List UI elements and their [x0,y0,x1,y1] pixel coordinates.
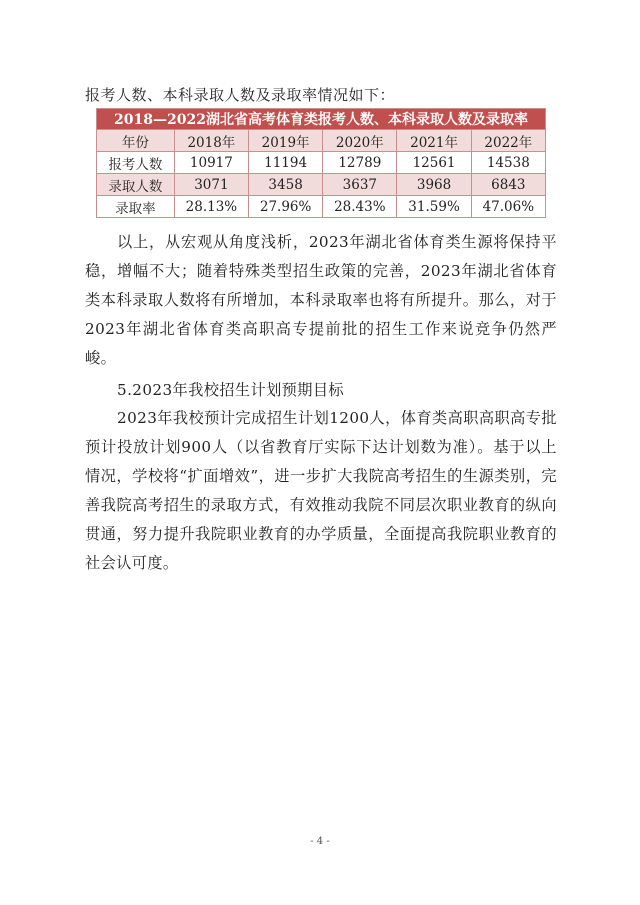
header-cell: 2018年 [174,130,248,152]
table-cell: 3458 [249,174,323,196]
table-row [97,152,546,174]
table-cell: 27.96% [249,196,323,218]
table-cell: 3968 [397,174,471,196]
section-heading: 5.2023年我校招生计划预期目标 [117,381,345,399]
table-cell: 11194 [249,152,323,174]
table-row [97,174,546,196]
table-title: 2018—2022湖北省高考体育类报考人数、本科录取人数及录取率 [97,109,546,130]
table-cell: 28.43% [323,196,397,218]
table-title-row [97,109,546,130]
header-cell: 2020年 [323,130,397,152]
row-label: 录取率 [97,196,175,218]
table-cell: 12561 [397,152,471,174]
table-cell: 31.59% [397,196,471,218]
table-cell: 10917 [174,152,248,174]
table-cell: 3637 [323,174,397,196]
stats-table [96,108,546,218]
table-cell: 12789 [323,152,397,174]
table-header-row [97,130,546,152]
table-row [97,196,546,218]
paragraph-plan: 2023年我校预计完成招生计划1200人，体育类高职高职高专批预计投放计划900人（以省教育厅实际下达计划数为准）。基于以上情况，学校将“扩面增效”，进一步扩大我院高考招生的生源类别，完善我院高考招生的录取方式，有效推动我院不同层次职业教育的纵向贯通，努力提升我院职业教育的办学质量，全面提高我院职业教育的社会认可度。 [85,409,557,572]
header-cell: 2021年 [397,130,471,152]
table-cell: 28.13% [174,196,248,218]
table-cell: 14538 [471,152,545,174]
table-cell: 3071 [174,174,248,196]
header-cell: 年份 [97,130,175,152]
row-label: 报考人数 [97,152,175,174]
header-cell: 2022年 [471,130,545,152]
row-label: 录取人数 [97,174,175,196]
table-cell: 6843 [471,174,545,196]
page-number: - 4 - [310,836,330,847]
table-cell: 47.06% [471,196,545,218]
intro-line: 报考人数、本科录取人数及录取率情况如下： [85,86,396,104]
header-cell: 2019年 [249,130,323,152]
paragraph-analysis: 以上，从宏观从角度浅析，2023年湖北省体育类生源将保持平稳，增幅不大；随着特殊类型招生政策的完善，2023年湖北省体育类本科录取人数将有所增加，本科录取率也将有所提升。那么，对于2023年湖北省体育类高职高专提前批的招生工作来说竞争仍然严峻。 [85,233,557,367]
